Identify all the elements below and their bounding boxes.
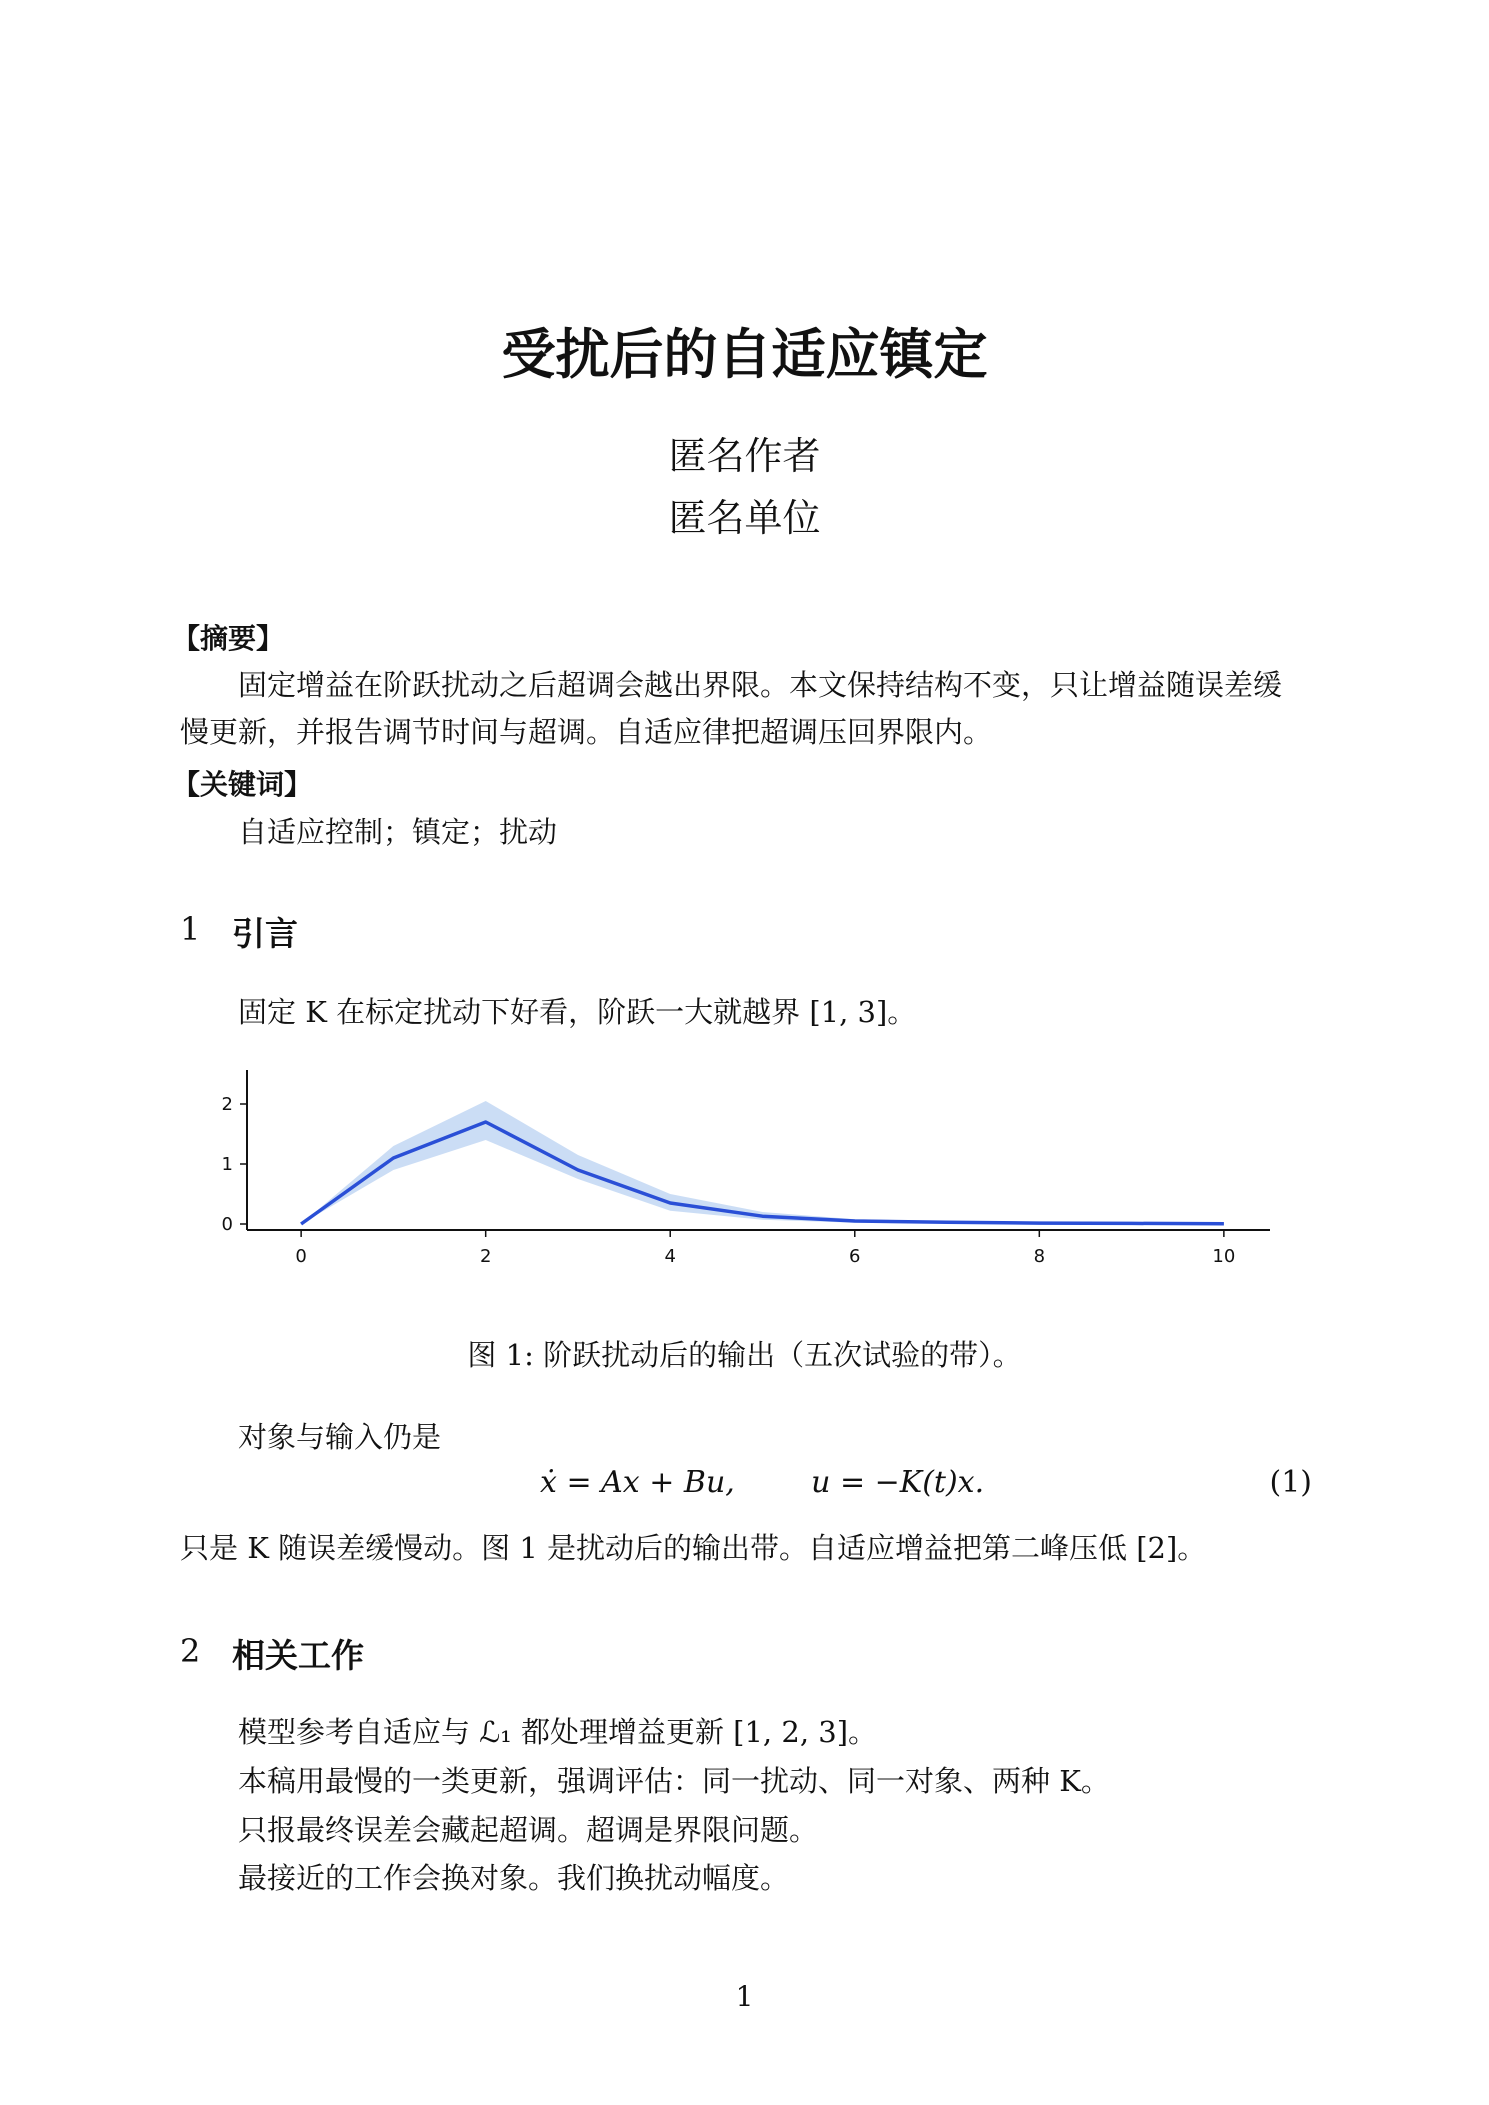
abstract-line-2: 慢更新，并报告调节时间与超调。自适应律把超调压回界限内。 (180, 715, 993, 749)
x-tick-label: 8 (1033, 1246, 1046, 1267)
section-1-title: 引言 (232, 914, 298, 953)
series-band (301, 1101, 1224, 1224)
section-1-para-2: 对象与输入仍是 (238, 1420, 442, 1454)
abstract-heading: 【摘要】 (172, 622, 285, 655)
section-1-para-1: 固定 K 在标定扰动下好看，阶跃一大就越界 [1, 3]。 (238, 995, 917, 1029)
section-1-para-3: 只是 K 随误差缓慢动。图 1 是扰动后的输出带。自适应增益把第二峰压低 [2]。 (180, 1531, 1207, 1565)
x-tick-label: 6 (849, 1246, 861, 1267)
page-number: 1 (735, 1980, 754, 2013)
figure-1-caption: 图 1: 阶跃扰动后的输出（五次试验的带）。 (467, 1338, 1022, 1372)
y-tick-label: 2 (221, 1094, 233, 1115)
y-tick-label: 1 (221, 1154, 233, 1175)
figure-1-chart (200, 1070, 1290, 1280)
section-2-line-1: 模型参考自适应与 ℒ₁ 都处理增益更新 [1, 2, 3]。 (238, 1715, 878, 1749)
x-tick-label: 10 (1212, 1246, 1236, 1267)
section-2-number: 2 (180, 1632, 201, 1670)
paper-title: 受扰后的自适应镇定 (501, 323, 988, 386)
keywords-heading: 【关键词】 (172, 768, 313, 801)
x-tick-label: 4 (664, 1246, 676, 1267)
x-tick-label: 2 (479, 1246, 492, 1267)
x-tick-label: 0 (295, 1246, 307, 1267)
y-tick-label: 0 (221, 1214, 233, 1235)
equation-1-number: (1) (1269, 1465, 1312, 1500)
author-name: 匿名作者 (668, 434, 821, 478)
equation-1: ẋ = Ax + Bu, u = −K(t)x. (540, 1465, 985, 1500)
section-2-line-4: 最接近的工作会换对象。我们换扰动幅度。 (238, 1861, 790, 1895)
author-affiliation: 匿名单位 (668, 496, 821, 540)
section-2-line-2: 本稿用最慢的一类更新，强调评估：同一扰动、同一对象、两种 K。 (238, 1764, 1110, 1798)
section-1-number: 1 (180, 910, 201, 948)
section-2-title: 相关工作 (232, 1636, 364, 1675)
section-2-line-3: 只报最终误差会藏起超调。超调是界限问题。 (238, 1813, 819, 1847)
abstract-line-1: 固定增益在阶跃扰动之后超调会越出界限。本文保持结构不变，只让增益随误差缓 (238, 668, 1283, 702)
keywords-text: 自适应控制；镇定；扰动 (238, 815, 558, 849)
